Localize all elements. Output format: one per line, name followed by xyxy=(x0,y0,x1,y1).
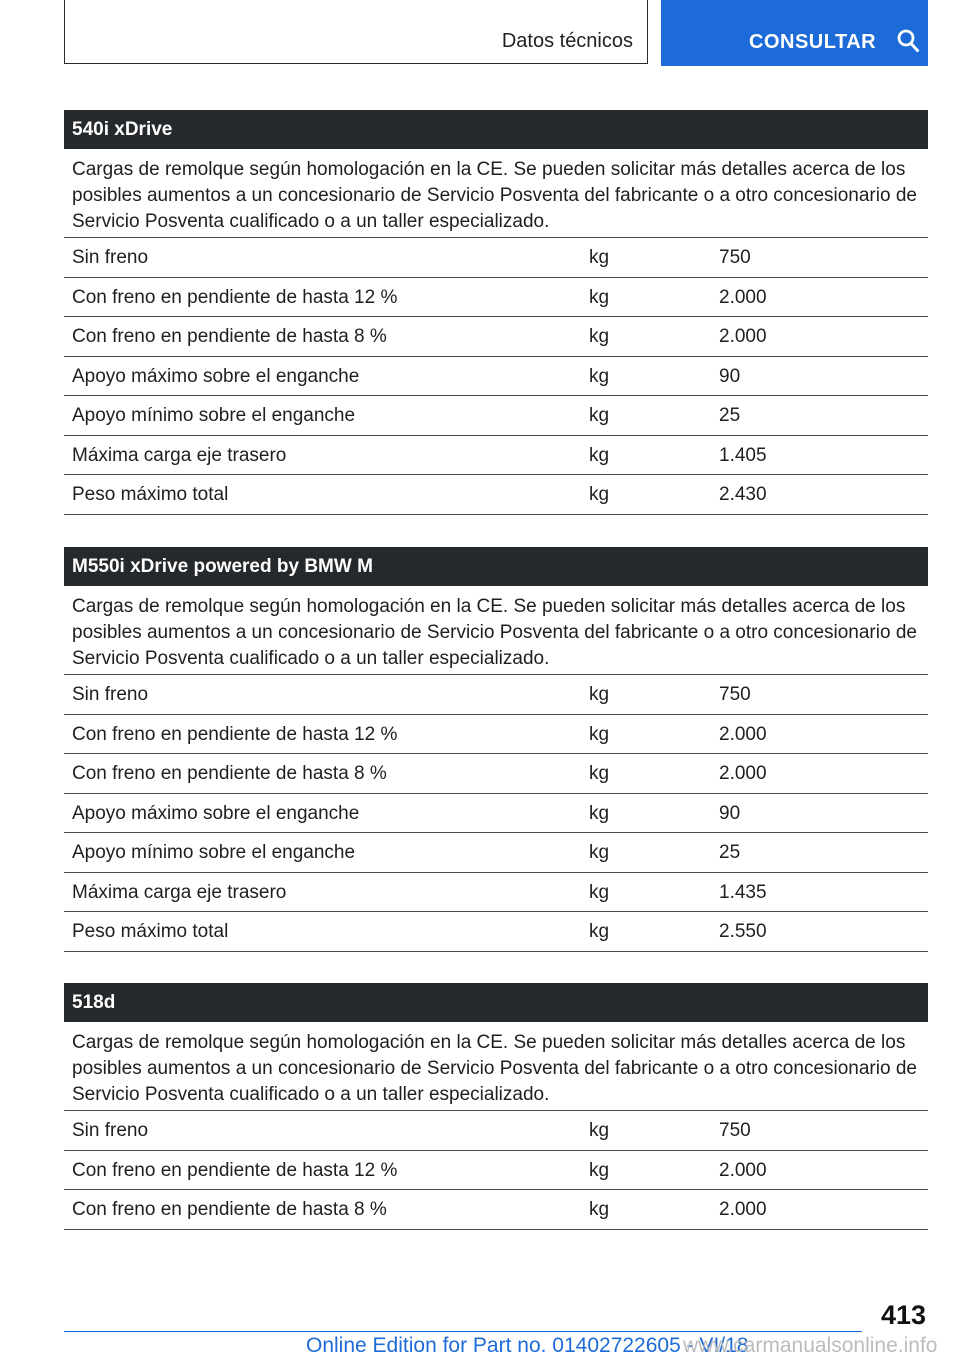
table-row xyxy=(64,873,928,913)
row-unit: kg xyxy=(589,1159,610,1181)
table-row xyxy=(64,675,928,715)
row-unit: kg xyxy=(589,365,610,387)
table-row xyxy=(64,238,928,278)
row-value: 90 xyxy=(719,365,741,387)
row-value: 2.000 xyxy=(719,326,767,347)
table-row xyxy=(64,754,928,794)
row-value: 2.550 xyxy=(719,921,767,942)
table-row xyxy=(64,1151,928,1191)
footer-edition-text: Online Edition for Part no. 01402722605 - VI/18 xyxy=(306,1334,749,1357)
section-description: Cargas de remolque según homologación en la CE. Se pueden solicitar más detalles acerca de los posibles aumentos a un concesionario de Servicio Posventa del fabricante o a otro concesionario de Servicio Posventa cualificado o a un taller especializado. xyxy=(64,149,928,238)
section-title: M550i xDrive powered by BMW M xyxy=(64,547,928,586)
row-unit: kg xyxy=(589,921,610,942)
table-row xyxy=(64,475,928,515)
row-label: Sin freno xyxy=(72,684,149,705)
row-value: 2.000 xyxy=(719,1159,767,1181)
row-label: Apoyo mínimo sobre el enganche xyxy=(72,405,356,426)
row-value: 2.000 xyxy=(719,763,767,784)
row-label: Apoyo máximo sobre el enganche xyxy=(72,802,360,824)
table-row xyxy=(64,278,928,318)
breadcrumb[interactable] xyxy=(64,0,648,64)
row-label: Con freno en pendiente de hasta 8 % xyxy=(72,1199,387,1220)
section-description: Cargas de remolque según homologación en la CE. Se pueden solicitar más detalles acerca de los posibles aumentos a un concesionario de Servicio Posventa del fabricante o a otro concesionario de Servicio Posventa cualificado o a un taller especializado. xyxy=(64,1022,928,1111)
row-value: 750 xyxy=(719,1120,751,1141)
row-unit: kg xyxy=(589,881,610,903)
table-row xyxy=(64,1111,928,1151)
table-row xyxy=(64,396,928,436)
row-value: 2.000 xyxy=(719,286,767,308)
row-unit: kg xyxy=(589,763,610,784)
row-unit: kg xyxy=(589,405,610,426)
section-518d xyxy=(64,983,928,1230)
section-title: 540i xDrive xyxy=(64,110,928,149)
row-value: 90 xyxy=(719,802,741,824)
row-label: Con freno en pendiente de hasta 12 % xyxy=(72,723,398,745)
page-number: 413 xyxy=(880,1300,926,1330)
row-value: 25 xyxy=(719,842,741,863)
row-label: Peso máximo total xyxy=(72,921,229,942)
row-value: 2.430 xyxy=(719,484,767,505)
row-value: 2.000 xyxy=(719,723,767,745)
row-label: Sin freno xyxy=(72,1120,149,1141)
row-label: Máxima carga eje trasero xyxy=(72,881,287,903)
consult-button[interactable] xyxy=(661,0,928,66)
row-value: 1.435 xyxy=(719,881,767,903)
table-row xyxy=(64,794,928,834)
table-row xyxy=(64,436,928,476)
search-icon xyxy=(897,29,919,53)
row-unit: kg xyxy=(589,1199,610,1220)
row-label: Con freno en pendiente de hasta 8 % xyxy=(72,326,387,347)
consult-button-label: CONSULTAR xyxy=(749,31,877,53)
row-label: Máxima carga eje trasero xyxy=(72,444,287,466)
row-label: Sin freno xyxy=(72,247,149,268)
breadcrumb-label: Datos técnicos xyxy=(501,30,633,52)
row-unit: kg xyxy=(589,286,610,308)
row-value: 750 xyxy=(719,247,751,268)
row-label: Apoyo mínimo sobre el enganche xyxy=(72,842,356,863)
table-row xyxy=(64,833,928,873)
table-row xyxy=(64,715,928,755)
row-unit: kg xyxy=(589,1120,610,1141)
row-value: 1.405 xyxy=(719,444,767,466)
row-unit: kg xyxy=(589,723,610,745)
row-unit: kg xyxy=(589,842,610,863)
section-description: Cargas de remolque según homologación en la CE. Se pueden solicitar más detalles acerca de los posibles aumentos a un concesionario de Servicio Posventa del fabricante o a otro concesionario de Servicio Posventa cualificado o a un taller especializado. xyxy=(64,586,928,675)
table-row xyxy=(64,357,928,397)
row-unit: kg xyxy=(589,444,610,466)
watermark: www.carmanualsonline.info xyxy=(683,1334,938,1357)
table-row xyxy=(64,317,928,357)
row-label: Con freno en pendiente de hasta 12 % xyxy=(72,286,398,308)
section-m550i-xdrive xyxy=(64,547,928,952)
row-label: Con freno en pendiente de hasta 8 % xyxy=(72,763,387,784)
row-unit: kg xyxy=(589,802,610,824)
row-label: Con freno en pendiente de hasta 12 % xyxy=(72,1159,398,1181)
row-unit: kg xyxy=(589,247,610,268)
top-bar xyxy=(64,0,928,66)
row-label: Apoyo máximo sobre el enganche xyxy=(72,365,360,387)
table-row xyxy=(64,912,928,952)
row-value: 2.000 xyxy=(719,1199,767,1220)
row-unit: kg xyxy=(589,684,610,705)
section-title: 518d xyxy=(64,983,928,1022)
row-label: Peso máximo total xyxy=(72,484,229,505)
table-row xyxy=(64,1190,928,1230)
row-value: 750 xyxy=(719,684,751,705)
row-unit: kg xyxy=(589,484,610,505)
row-value: 25 xyxy=(719,405,741,426)
footer-divider xyxy=(64,1331,862,1332)
section-540i-xdrive xyxy=(64,110,928,515)
row-unit: kg xyxy=(589,326,610,347)
